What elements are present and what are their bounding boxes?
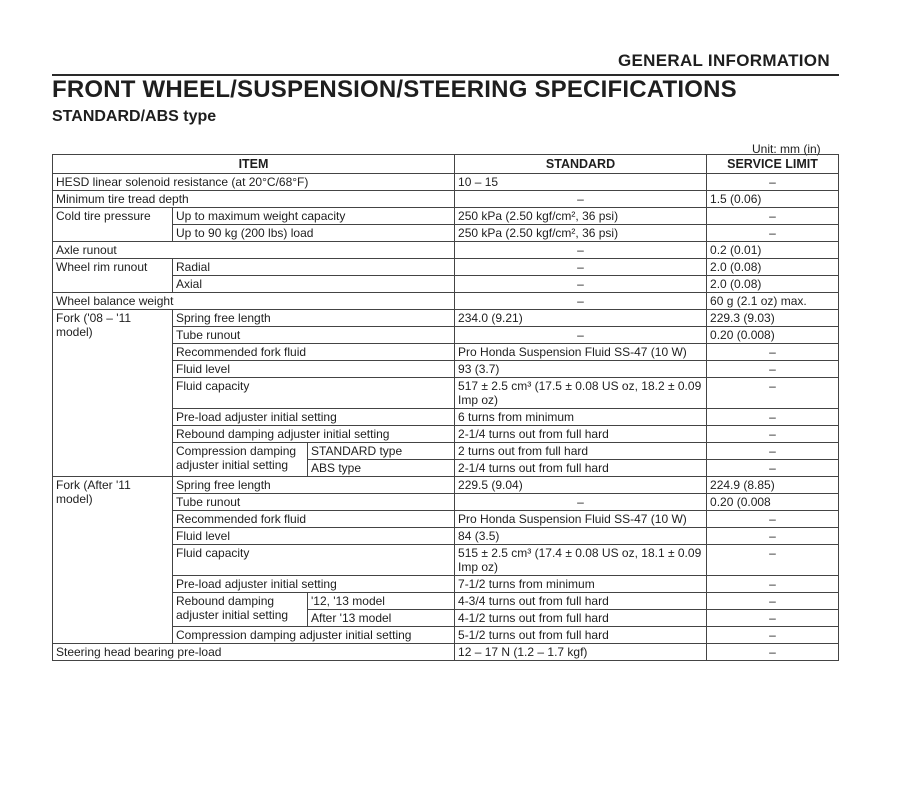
row-standard: 10 – 15	[455, 174, 707, 191]
row-item: Spring free length	[173, 477, 455, 494]
row-limit: –	[707, 426, 839, 443]
row-item: Wheel balance weight	[53, 293, 455, 310]
row-limit: –	[707, 593, 839, 610]
row-standard: Pro Honda Suspension Fluid SS-47 (10 W)	[455, 511, 707, 528]
table-row	[53, 208, 839, 225]
row-standard: 7-1/2 turns from minimum	[455, 576, 707, 593]
group-label: Wheel rim runout	[53, 259, 173, 293]
row-limit: 2.0 (0.08)	[707, 276, 839, 293]
row-limit: 2.0 (0.08)	[707, 259, 839, 276]
row-limit: –	[707, 576, 839, 593]
row-item: Steering head bearing pre-load	[53, 644, 455, 661]
row-limit: 229.3 (9.03)	[707, 310, 839, 327]
row-limit: –	[707, 528, 839, 545]
group-label: Fork (After '11 model)	[53, 477, 173, 644]
table-header-row	[53, 155, 839, 174]
table-row	[53, 644, 839, 661]
page-title: FRONT WHEEL/SUSPENSION/STEERING SPECIFICATIONS	[52, 76, 737, 103]
header-item: ITEM	[53, 155, 455, 174]
table-row	[53, 174, 839, 191]
row-item: Compression damping adjuster initial setting	[173, 627, 455, 644]
row-limit: 0.20 (0.008	[707, 494, 839, 511]
row-item: HESD linear solenoid resistance (at 20°C/68°F)	[53, 174, 455, 191]
row-item: Minimum tire tread depth	[53, 191, 455, 208]
row-limit: –	[707, 378, 839, 409]
header-standard: STANDARD	[455, 155, 707, 174]
row-standard: 234.0 (9.21)	[455, 310, 707, 327]
row-standard: 93 (3.7)	[455, 361, 707, 378]
row-limit: –	[707, 443, 839, 460]
subgroup-label: Rebound damping adjuster initial setting	[173, 593, 308, 627]
row-standard: 250 kPa (2.50 kgf/cm², 36 psi)	[455, 208, 707, 225]
row-limit: –	[707, 208, 839, 225]
table-row	[53, 191, 839, 208]
row-limit: –	[707, 545, 839, 576]
row-standard: 4-3/4 turns out from full hard	[455, 593, 707, 610]
row-limit: –	[707, 610, 839, 627]
row-item: Tube runout	[173, 494, 455, 511]
row-item: Axle runout	[53, 242, 455, 259]
row-limit: –	[707, 644, 839, 661]
row-limit: 60 g (2.1 oz) max.	[707, 293, 839, 310]
row-standard: 84 (3.5)	[455, 528, 707, 545]
row-standard: –	[455, 327, 707, 344]
row-standard: –	[455, 242, 707, 259]
row-standard: 2 turns out from full hard	[455, 443, 707, 460]
table-row	[53, 242, 839, 259]
table-row	[53, 310, 839, 327]
row-standard: 250 kPa (2.50 kgf/cm², 36 psi)	[455, 225, 707, 242]
row-standard: –	[455, 191, 707, 208]
table-row	[53, 259, 839, 276]
row-limit: –	[707, 225, 839, 242]
row-item: Up to maximum weight capacity	[173, 208, 455, 225]
row-limit: –	[707, 460, 839, 477]
row-item: After '13 model	[308, 610, 455, 627]
row-limit: –	[707, 627, 839, 644]
row-limit: 224.9 (8.85)	[707, 477, 839, 494]
table-row	[53, 477, 839, 494]
row-standard: 229.5 (9.04)	[455, 477, 707, 494]
row-item: ABS type	[308, 460, 455, 477]
row-item: Axial	[173, 276, 455, 293]
row-standard: –	[455, 494, 707, 511]
row-limit: –	[707, 361, 839, 378]
row-standard: 12 – 17 N (1.2 – 1.7 kgf)	[455, 644, 707, 661]
row-item: Fluid level	[173, 528, 455, 545]
row-item: STANDARD type	[308, 443, 455, 460]
row-standard: 515 ± 2.5 cm³ (17.4 ± 0.08 US oz, 18.1 ± 0.09 Imp oz)	[455, 545, 707, 576]
row-standard: 4-1/2 turns out from full hard	[455, 610, 707, 627]
group-label: Cold tire pressure	[53, 208, 173, 242]
unit-note: Unit: mm (in)	[752, 142, 821, 156]
row-item: Recommended fork fluid	[173, 344, 455, 361]
row-limit: –	[707, 344, 839, 361]
row-standard: 5-1/2 turns out from full hard	[455, 627, 707, 644]
spec-table	[52, 154, 839, 661]
row-limit: –	[707, 511, 839, 528]
row-item: Recommended fork fluid	[173, 511, 455, 528]
row-item: Fluid capacity	[173, 545, 455, 576]
row-standard: 2-1/4 turns out from full hard	[455, 460, 707, 477]
row-item: Fluid capacity	[173, 378, 455, 409]
table-row	[53, 293, 839, 310]
header-service-limit: SERVICE LIMIT	[707, 155, 839, 174]
row-item: Up to 90 kg (200 lbs) load	[173, 225, 455, 242]
row-item: '12, '13 model	[308, 593, 455, 610]
row-item: Rebound damping adjuster initial setting	[173, 426, 455, 443]
row-item: Pre-load adjuster initial setting	[173, 409, 455, 426]
row-limit: –	[707, 409, 839, 426]
group-label: Fork ('08 – '11 model)	[53, 310, 173, 477]
row-standard: –	[455, 259, 707, 276]
row-limit: 0.20 (0.008)	[707, 327, 839, 344]
row-item: Pre-load adjuster initial setting	[173, 576, 455, 593]
row-standard: 2-1/4 turns out from full hard	[455, 426, 707, 443]
row-standard: Pro Honda Suspension Fluid SS-47 (10 W)	[455, 344, 707, 361]
row-item: Radial	[173, 259, 455, 276]
row-limit: 1.5 (0.06)	[707, 191, 839, 208]
subgroup-label: Compression damping adjuster initial setting	[173, 443, 308, 477]
row-standard: 6 turns from minimum	[455, 409, 707, 426]
row-item: Tube runout	[173, 327, 455, 344]
row-limit: –	[707, 174, 839, 191]
row-item: Fluid level	[173, 361, 455, 378]
section-heading: GENERAL INFORMATION	[618, 51, 830, 70]
row-standard: 517 ± 2.5 cm³ (17.5 ± 0.08 US oz, 18.2 ± 0.09 Imp oz)	[455, 378, 707, 409]
row-item: Spring free length	[173, 310, 455, 327]
row-standard: –	[455, 276, 707, 293]
page-subtitle: STANDARD/ABS type	[52, 108, 217, 125]
row-limit: 0.2 (0.01)	[707, 242, 839, 259]
row-standard: –	[455, 293, 707, 310]
